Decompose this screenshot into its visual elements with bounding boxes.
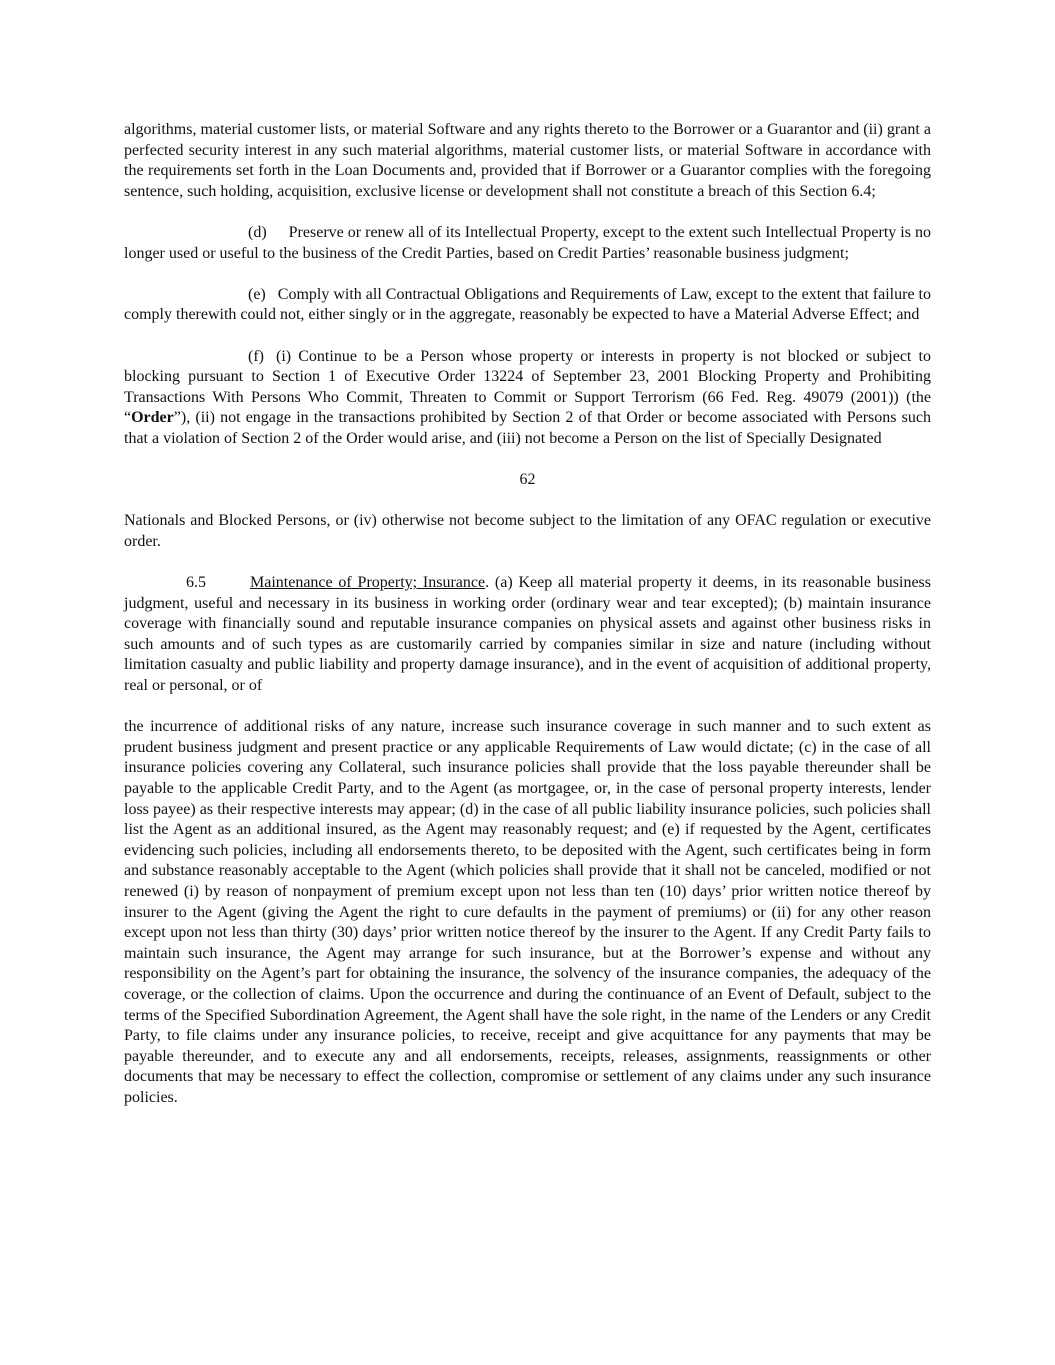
clause-label: (e)	[248, 285, 266, 303]
document-page	[124, 120, 931, 1129]
section-text: . (a) Keep all material property it deems, in its reasonable business judgment, useful and necessary in its business in working order (ordinary wear and tear excepted); (b) maintain insurance coverage with financially sound and reputable insurance companies on physical assets and against other business risks in such amounts and of such types as are customarily carried by companies similar in size and nature (including without limitation casualty and public liability and property damage insurance), and in the event of acquisition of additional property, real or personal, or of	[124, 574, 931, 695]
section-6-5	[124, 573, 931, 697]
clause-f	[124, 347, 931, 450]
paragraph-nationals: Nationals and Blocked Persons, or (iv) otherwise not become subject to the limitation of any OFAC regulation or executive order.	[124, 512, 931, 550]
clause-text: Comply with all Contractual Obligations and Requirements of Law, except to the extent that failure to comply therewith could not, either singly or in the aggregate, reasonably be expected to have a Material Adverse Effect; and	[124, 285, 931, 324]
clause-text: ”), (ii) not engage in the transactions prohibited by Section 2 of that Order or become associated with Persons such that a violation of Section 2 of the Order would arise, and (iii) not become a Person on the list of Specially Designated	[124, 409, 931, 447]
clause-label: (d)	[248, 223, 267, 241]
clause-e	[124, 285, 931, 326]
clause-d	[124, 223, 931, 264]
clause-text: Preserve or renew all of its Intellectual Property, except to the extent such Intellectual Property is no longer used or useful to the business of the Credit Parties, based on Credit Parties’ reasonable business judgment;	[124, 223, 931, 262]
section-number: 6.5	[186, 574, 206, 592]
defined-term-order: Order	[131, 409, 174, 427]
page-number: 62	[519, 471, 536, 489]
section-heading: Maintenance of Property; Insurance	[250, 574, 486, 592]
clause-text: (i) Continue to be a Person whose property or interests in property is not blocked or subject to blocking pursuant to Section 1 of Executive Order 13224 of September 23, 2001 Blocking Property and Prohibiting Transactions With Persons Who Commit, Threaten to Commit or Support Terrorism (66 Fed. Reg. 49079 (2001)) (the “	[124, 347, 931, 427]
paragraph-intro: algorithms, material customer lists, or material Software and any rights thereto to the Borrower or a Guarantor and (ii) grant a perfected security interest in any such material algorithms, material customer lists, or material Software in accordance with the requirements set forth in the Loan Documents and, provided that if Borrower or a Guarantor complies with the foregoing sentence, such holding, acquisition, exclusive license or development shall not constitute a breach of this Section 6.4;	[124, 121, 931, 200]
clause-label: (f)	[248, 347, 264, 365]
paragraph-continuation: the incurrence of additional risks of any nature, increase such insurance coverage in such manner and to such extent as prudent business judgment and present practice or any applicable Requirements of Law would dictate; (c) in the case of all insurance policies covering any Collateral, such insurance policies shall provide that the loss payable thereunder shall be payable to the applicable Credit Party, and to the Agent (as mortgagee, or, in the case of personal property interests, lender loss payee) as their respective interests may appear; (d) in the case of all public liability insurance policies, such policies shall list the Agent as an additional insured, as the Agent may reasonably request; and (e) if requested by the Agent, certificates evidencing such policies, including all endorsements thereto, to be deposited with the Agent, such certificates being in form and substance reasonably acceptable to the Agent (which policies shall provide that it shall not be canceled, modified or not renewed (i) by reason of nonpayment of premium except upon not less than ten (10) days’ prior written notice thereof by insurer to the Agent (giving the Agent the right to cure defaults in the payment of premiums) or (ii) for any other reason except upon not less than thirty (30) days’ prior written notice thereof by the insurer to the Agent. If any Credit Party fails to maintain such insurance, the Agent may arrange for such insurance, but at the Borrower’s expense and without any responsibility on the Agent’s part for obtaining the insurance, the solvency of the insurance companies, the adequacy of the coverage, or the collection of claims. Upon the occurrence and during the continuance of an Event of Default, subject to the terms of the Specified Subordination Agreement, the Agent shall have the sole right, in the name of the Lenders or any Credit Party, to file claims under any insurance policies, to receive, receipt and give acquittance for any payments that may be payable thereunder, and to execute any and all endorsements, receipts, releases, assignments, reassignments or other documents that may be necessary to effect the collection, compromise or settlement of any claims under any such insurance policies.	[124, 718, 931, 1106]
